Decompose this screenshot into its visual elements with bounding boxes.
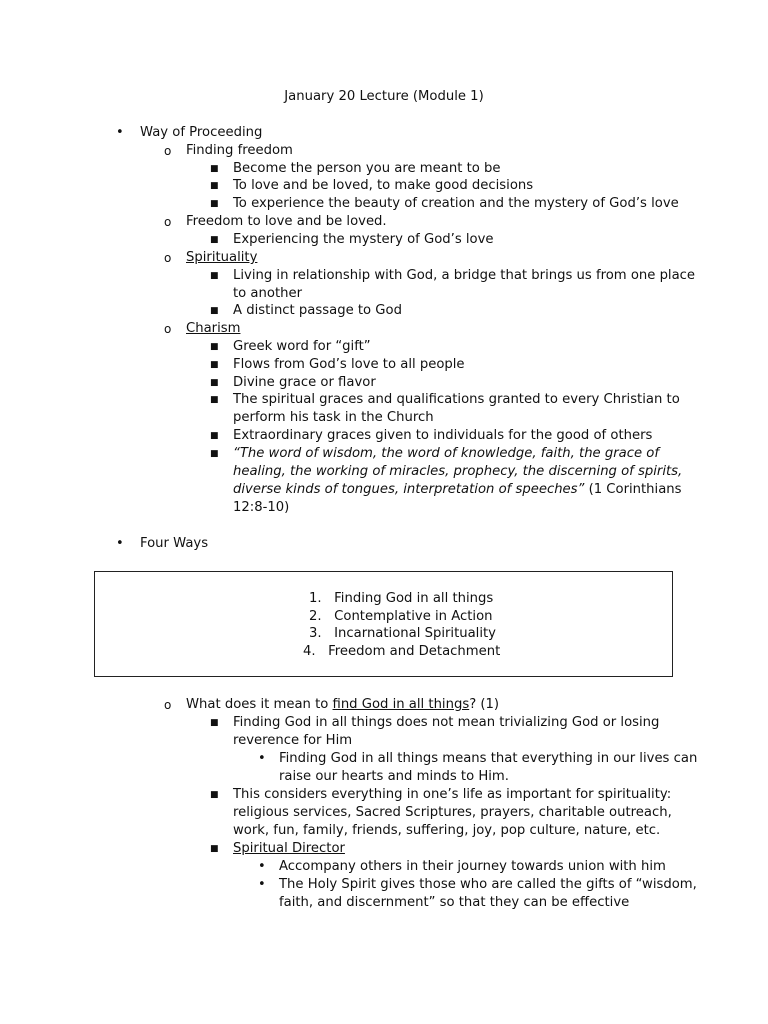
scripture-reference-end: 12:8-10) (233, 500, 290, 515)
square-bullet-icon: ■ (210, 235, 219, 245)
bullet-icon: • (116, 125, 124, 140)
square-bullet-icon: ■ (210, 431, 219, 441)
list-item-continuation: perform his task in the Church (233, 410, 434, 425)
list-item: This considers everything in one’s life as important for spirituality: (233, 787, 672, 802)
sub-list-item-continuation: raise our hearts and minds to Him. (279, 769, 509, 784)
question-prefix: What does it mean to (186, 697, 333, 712)
bullet-icon: • (258, 751, 266, 766)
list-item: Living in relationship with God, a bridge that brings us from one place (233, 268, 696, 283)
bullet-icon: • (258, 877, 266, 892)
item-text: Finding God in all things (334, 591, 494, 606)
spirituality-label: Spirituality (186, 250, 258, 265)
square-bullet-icon: ■ (210, 395, 219, 405)
circle-bullet-icon: o (164, 251, 172, 265)
item-number: 3. (309, 626, 322, 641)
bullet-icon: • (116, 536, 124, 551)
square-bullet-icon: ■ (210, 181, 219, 191)
page-title: January 20 Lecture (Module 1) (284, 89, 484, 104)
circle-bullet-icon: o (164, 698, 172, 712)
numbered-item (303, 643, 500, 661)
list-item-continuation: religious services, Sacred Scriptures, prayers, charitable outreach, (233, 805, 672, 820)
circle-bullet-icon: o (164, 215, 172, 229)
scripture-quote-last-line (233, 481, 682, 499)
section-heading-way-of-proceeding: Way of Proceeding (140, 125, 263, 140)
square-bullet-icon: ■ (210, 718, 219, 728)
square-bullet-icon: ■ (210, 378, 219, 388)
scripture-quote-line: diverse kinds of tongues, interpretation of speeches” (233, 482, 585, 497)
freedom-to-love-label: Freedom to love and be loved. (186, 214, 387, 229)
list-item: To experience the beauty of creation and the mystery of God’s love (233, 196, 679, 211)
list-item: A distinct passage to God (233, 303, 402, 318)
scripture-reference: (1 Corinthians (584, 482, 682, 497)
square-bullet-icon: ■ (210, 449, 219, 459)
numbered-item (309, 608, 493, 626)
list-item: Divine grace or flavor (233, 375, 376, 390)
section-heading-four-ways: Four Ways (140, 536, 209, 551)
numbered-item (309, 590, 493, 608)
list-item: Extraordinary graces given to individuals for the good of others (233, 428, 653, 443)
charism-label: Charism (186, 321, 241, 336)
square-bullet-icon: ■ (210, 271, 219, 281)
list-item: To love and be loved, to make good decisions (233, 178, 534, 193)
four-ways-box (94, 571, 673, 677)
item-number: 2. (309, 609, 322, 624)
finding-freedom-label: Finding freedom (186, 143, 293, 158)
list-item: Flows from God’s love to all people (233, 357, 465, 372)
find-god-question (186, 696, 499, 714)
list-item: Greek word for “gift” (233, 339, 371, 354)
item-number: 4. (303, 644, 316, 659)
square-bullet-icon: ■ (210, 844, 219, 854)
circle-bullet-icon: o (164, 144, 172, 158)
spiritual-director-label: Spiritual Director (233, 841, 345, 856)
list-item: Become the person you are meant to be (233, 161, 501, 176)
item-text: Contemplative in Action (334, 609, 493, 624)
square-bullet-icon: ■ (210, 342, 219, 352)
numbered-item (309, 625, 496, 643)
circle-bullet-icon: o (164, 322, 172, 336)
square-bullet-icon: ■ (210, 164, 219, 174)
square-bullet-icon: ■ (210, 790, 219, 800)
square-bullet-icon: ■ (210, 306, 219, 316)
list-item: The spiritual graces and qualifications granted to every Christian to (233, 392, 680, 407)
list-item-continuation: to another (233, 286, 303, 301)
question-underlined-phrase: find God in all things (332, 697, 470, 712)
item-text: Freedom and Detachment (328, 644, 501, 659)
scripture-quote-line: healing, the working of miracles, prophecy, the discerning of spirits, (233, 464, 683, 479)
square-bullet-icon: ■ (210, 360, 219, 370)
sub-list-item: The Holy Spirit gives those who are called the gifts of “wisdom, (279, 877, 697, 892)
sub-list-item: Finding God in all things means that everything in our lives can (279, 751, 698, 766)
bullet-icon: • (258, 859, 266, 874)
item-text: Incarnational Spirituality (334, 626, 496, 641)
item-number: 1. (309, 591, 322, 606)
sub-list-item-continuation: faith, and discernment” so that they can be effective (279, 895, 630, 910)
list-item: Finding God in all things does not mean trivializing God or losing (233, 715, 660, 730)
question-suffix: ? (1) (469, 697, 500, 712)
square-bullet-icon: ■ (210, 199, 219, 209)
scripture-quote-line: “The word of wisdom, the word of knowledge, faith, the grace of (233, 446, 659, 461)
list-item-continuation: reverence for Him (233, 733, 353, 748)
list-item-continuation: work, fun, family, friends, suffering, joy, pop culture, nature, etc. (233, 823, 661, 838)
list-item: Experiencing the mystery of God’s love (233, 232, 494, 247)
sub-list-item: Accompany others in their journey towards union with him (279, 859, 666, 874)
